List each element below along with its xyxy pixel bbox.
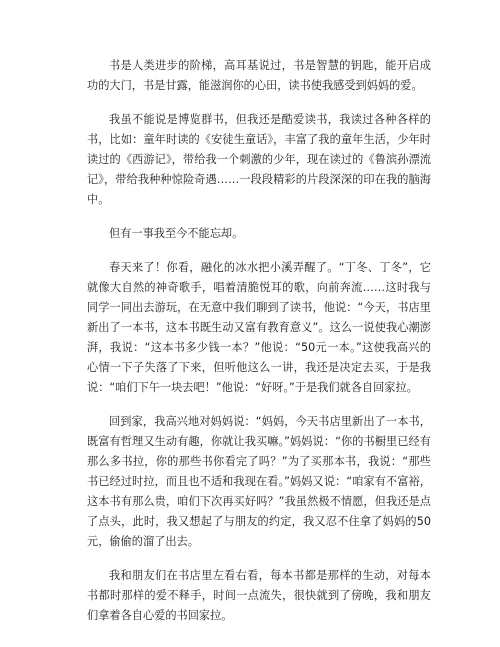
- paragraph-opening: 书是人类进步的阶梯，高耳基说过，书是智慧的钥匙，能开启成功的大门，书是甘露，能滋润你的心田，读书使我感受到妈妈的爱。: [87, 59, 431, 92]
- paragraph-spring-story: 春天来了！你看，融化的冰水把小溪弄醒了。“丁冬、丁冬”，它就像大自然的神奇歌手，唱着清脆悦耳的歌，向前奔流……这时我与同学一同出去游玩，在无意中我们聊到了读书，他说：“今天，书店里新出了一本书，这本书既生动又富有教育意义”。这么一说使我心潮澎湃，我说：“这本书多少钱一本？”他说：“50元一本。”这使我高兴的心情一下子失落了下来，但听他这么一讲，我还是决定去买，于是我说：“咱们下午一块去吧！”他说：“好呀。”于是我们就各自回家拉。: [87, 261, 431, 394]
- paragraph-transition: 但有一事我至今不能忘却。: [109, 227, 244, 240]
- paragraph-bookstore: 我和朋友们在书店里左看右看，每本书都是那样的生动，对每本书都时那样的爱不释手，时间一点流失，很快就到了傍晚，我和朋友们拿着各自心爱的书回家拉。: [87, 569, 431, 622]
- paragraph-reading-history: 我虽不能说是博览群书，但我还是酷爱读书，我读过各种各样的书，比如：童年时读的《安徒生童话》，丰富了我的童年生活，少年时读过的《西游记》，带给我一个刺激的少年，现在读过的《鲁滨孙漂流记》，带给我种种惊险奇遇……一段段精彩的片段深深的印在我的脑海中。: [87, 113, 431, 206]
- document-body: [87, 56, 431, 640]
- paragraph-at-home: 回到家，我高兴地对妈妈说：“妈妈，今天书店里新出了一本书，既富有哲理又生动有趣，你就让我买嘛。”妈妈说：“你的书橱里已经有那么多书拉，你的那些书你看完了吗？”为了买那本书，我说：“那些书已经过时拉，而且也不适和我现在看。”妈妈又说：“咱家有不富裕，这本书有那么贵，咱们下次再买好吗？”我虽然极不情愿，但我还是点了点头，此时，我又想起了与朋友的约定，我又忍不住拿了妈妈的50元，偷偷的溜了出去。: [87, 415, 431, 548]
